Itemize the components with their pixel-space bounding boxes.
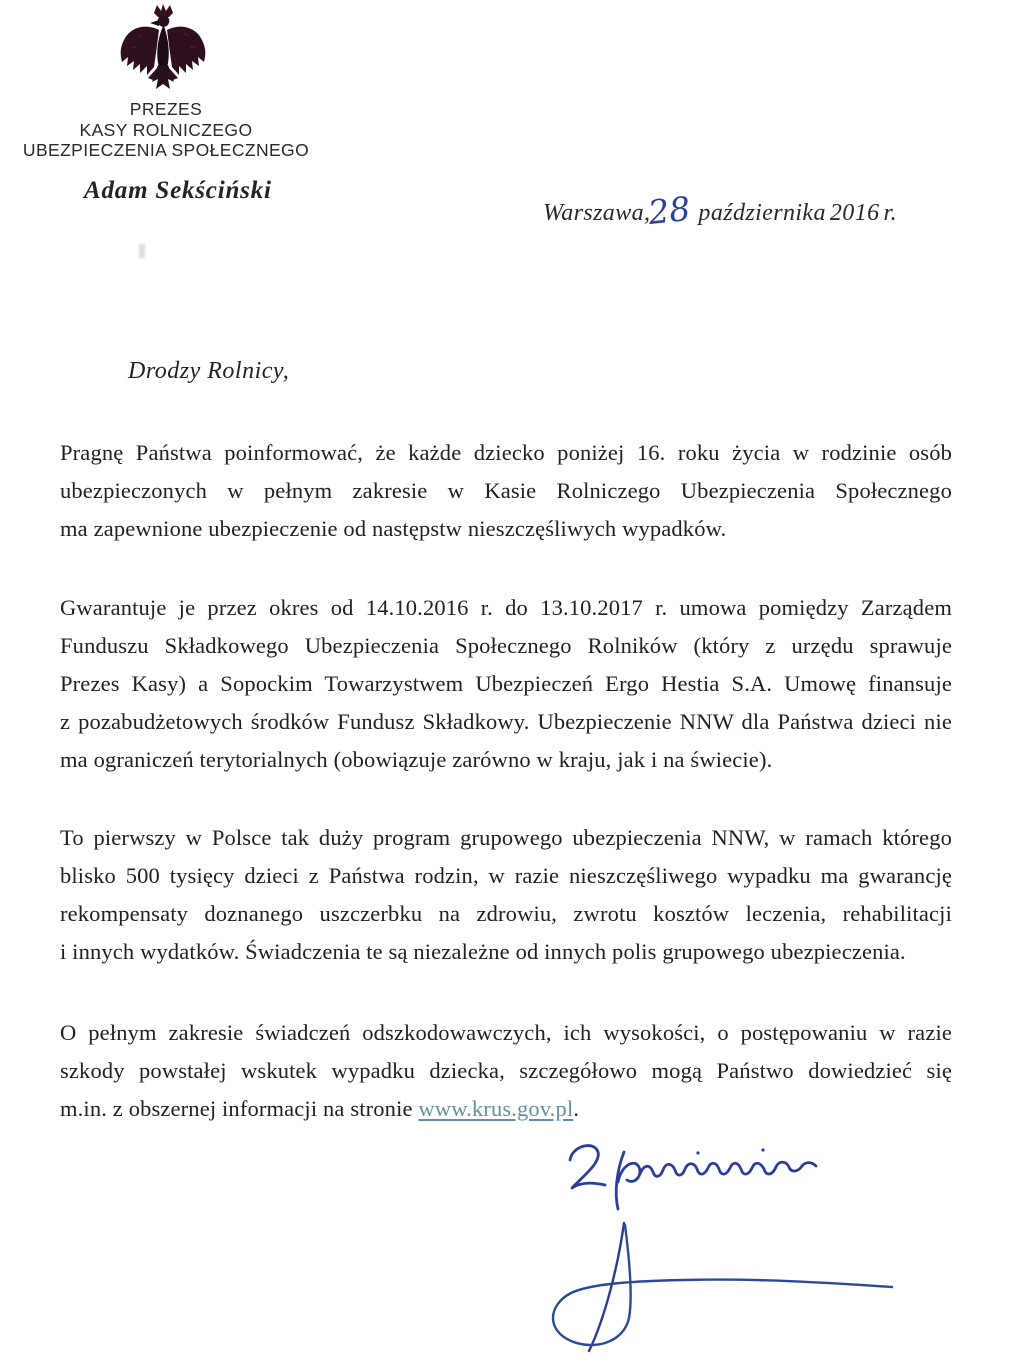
sender-office-title (0, 99, 332, 161)
handwritten-closing (548, 1136, 848, 1221)
paragraph-2 (60, 589, 952, 779)
author-name: Adam Sekściński (84, 177, 272, 204)
dateline-suffix: r. (883, 200, 897, 226)
office-title-line-2: KASY ROLNICZEGO (79, 119, 253, 140)
body-line: blisko 500 tysięcy dzieci z Państwa rodzin, w razie nieszczęśliwego wypadku ma gwarancję (60, 863, 952, 888)
body-line: z pozabudżetowych środków Fundusz Składkowy. Ubezpieczenie NNW dla Państwa dzieci nie (60, 709, 952, 734)
body-line: ubezpieczonych w pełnym zakresie w Kasie Rolniczego Ubezpieczenia Społecznego (60, 478, 952, 503)
dateline-handwritten-day: 28 (646, 188, 693, 233)
body-line: ma zapewnione ubezpieczenie od następstw nieszczęśliwych wypadków. (60, 516, 727, 541)
krus-website-link[interactable]: www.krus.gov.pl (418, 1096, 574, 1121)
body-line: Funduszu Składkowego Ubezpieczenia Społecznego Rolników (który z urzędu sprawuje (60, 633, 952, 658)
dateline-year-handwritten: 16 (854, 200, 880, 226)
body-line: Prezes Kasy) a Sopockim Towarzystwem Ubezpieczeń Ergo Hestia S.A. Umowę finansuje (60, 671, 952, 696)
body-line: ma ograniczeń terytorialnych (obowiązuje zarówno w kraju, jak i na świecie). (60, 747, 773, 772)
body-line: szkody powstałej wskutek wypadku dziecka, szczegółowo mogą Państwo dowiedzieć się (60, 1058, 952, 1083)
paragraph-3 (60, 819, 952, 971)
paragraph-1 (60, 434, 952, 548)
scan-smudge-artifact (139, 244, 145, 258)
polish-eagle-icon (118, 3, 208, 97)
body-line-with-link (60, 1090, 952, 1128)
body-line: rekompensaty doznanego uszczerbku na zdrowiu, zwrotu kosztów leczenia, rehabilitacji (60, 901, 952, 926)
dateline-month: października (698, 200, 826, 226)
office-title-line-3: UBEZPIECZENIA SPOŁECZNEGO (22, 140, 310, 160)
body-line: i innych wydatków. Świadczenia te są niezależne od innych polis grupowego ubezpieczenia. (60, 939, 906, 964)
paragraph-4 (60, 1014, 952, 1128)
body-line: Gwarantuje je przez okres od 14.10.2016 r. do 13.10.2017 r. umowa pomiędzy Zarządem (60, 595, 952, 620)
body-line: Pragnę Państwa poinformować, że każde dziecko poniżej 16. roku życia w rodzinie osób (60, 440, 952, 465)
signature-flourish (545, 1218, 895, 1358)
link-trail-text: . (573, 1096, 580, 1121)
dateline-year-printed: 20 (829, 200, 855, 226)
office-title-line-1: PREZES (129, 99, 203, 119)
dateline-city: Warszawa, (543, 200, 651, 226)
body-line: To pierwszy w Polsce tak duży program grupowego ubezpieczenia NNW, w ramach którego (60, 825, 952, 850)
link-lead-text: m.in. z obszernej informacji na stronie (60, 1096, 419, 1121)
salutation: Drodzy Rolnicy, (128, 358, 290, 384)
body-line: O pełnym zakresie świadczeń odszkodowawczych, ich wysokości, o postępowaniu w razie (60, 1020, 952, 1045)
dateline (543, 188, 897, 233)
